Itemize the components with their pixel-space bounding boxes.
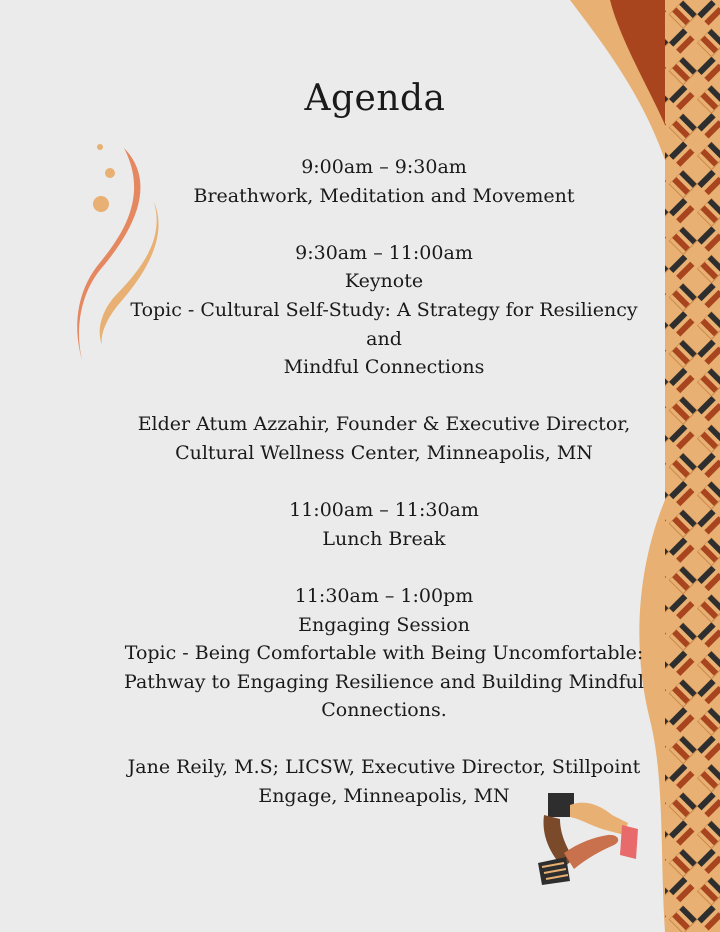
agenda-list bbox=[120, 153, 648, 839]
session-time: 11:00am – 11:30am bbox=[289, 499, 479, 522]
session-topic: Connections. bbox=[321, 699, 447, 722]
hands-unity-icon bbox=[530, 785, 645, 890]
session-title: Breathwork, Meditation and Movement bbox=[193, 184, 575, 207]
speaker-keynote bbox=[120, 410, 648, 467]
speaker-line: Cultural Wellness Center, Minneapolis, MN bbox=[175, 441, 593, 464]
agenda-item-keynote bbox=[120, 239, 648, 382]
speaker-line: Engage, Minneapolis, MN bbox=[258, 785, 510, 808]
agenda-item-breathwork bbox=[120, 153, 648, 210]
page-title: Agenda bbox=[304, 78, 446, 119]
session-title: Engaging Session bbox=[298, 613, 470, 636]
agenda-item-engaging-session bbox=[120, 582, 648, 725]
session-topic: Pathway to Engaging Resilience and Building Mindful bbox=[124, 670, 644, 693]
speaker-line: Elder Atum Azzahir, Founder & Executive Director, bbox=[137, 413, 631, 436]
session-title: Lunch Break bbox=[322, 527, 446, 550]
session-title: Keynote bbox=[344, 270, 424, 293]
speaker-line: Jane Reily, M.S; LICSW, Executive Director, Stillpoint bbox=[127, 756, 641, 779]
session-time: 11:30am – 1:00pm bbox=[294, 584, 474, 607]
session-topic: Topic - Being Comfortable with Being Uncomfortable: bbox=[124, 642, 644, 665]
session-time: 9:00am – 9:30am bbox=[301, 156, 467, 178]
session-topic: Mindful Connections bbox=[283, 356, 485, 379]
agenda-item-lunch bbox=[120, 496, 648, 553]
session-time: 9:30am – 11:00am bbox=[295, 241, 473, 264]
session-topic: Topic - Cultural Self-Study: A Strategy for Resiliency and bbox=[130, 298, 638, 350]
